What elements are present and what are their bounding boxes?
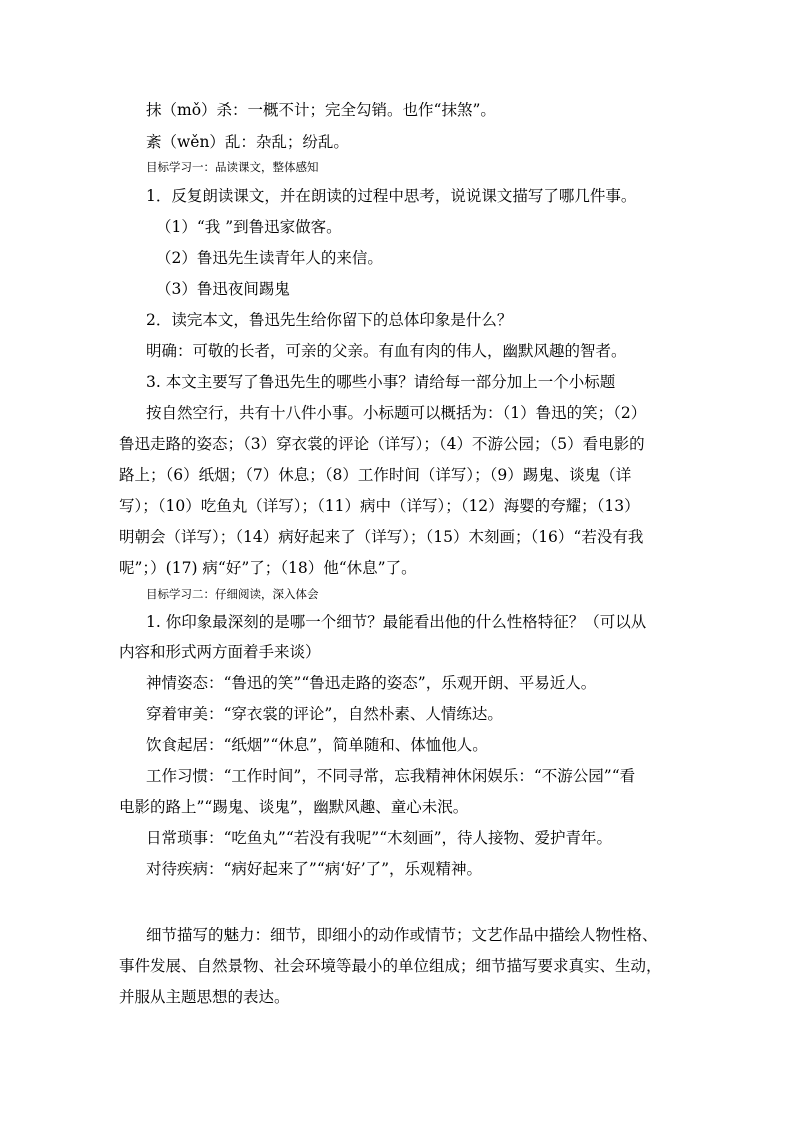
detail-daily-affairs: 日常琐事：“吃鱼丸”“若没有我呢”“木刻画”，待人接物、爱护青年。 [146,829,613,847]
answer-3-line-3: 路上；（6）纸烟；（7）休息；（8）工作时间（详写）；（9）踢鬼、谈鬼（详 [119,466,632,484]
summary-line-3: 并服从主题思想的表达。 [119,988,290,1006]
definition-wenluan: 紊（wěn）乱：杂乱；纷乱。 [146,133,349,151]
detail-daily-life: 饮食起居：“纸烟”“休息”，简单随和、体恤他人。 [146,736,488,754]
detail-clothing: 穿着审美：“穿衣裳的评论”，自然朴素、人情练达。 [146,705,503,723]
summary-line-1: 细节描写的魅力：细节，即细小的动作或情节；文艺作品中描绘人物性格、 [146,926,658,944]
detail-work-line-1: 工作习惯：“工作时间”，不同寻常，忘我精神休闲娱乐：“不游公园”“看 [146,767,636,785]
question-4-line-2: 内容和形式两方面着手来谈） [119,643,321,661]
answer-1-item-3: （3）鲁迅夜间踢鬼 [156,280,290,298]
section-heading-1: 目标学习一：品读课文，整体感知 [146,160,319,174]
detail-work-line-2: 电影的路上”“踢鬼、谈鬼”，幽默风趣、童心未泯。 [119,798,469,816]
summary-line-2: 事件发展、自然景物、社会环境等最小的单位组成；细节描写要求真实、生动， [119,957,662,975]
answer-3-line-4: 写）；（10）吃鱼丸（详写）；（11）病中（详写）；（12）海婴的夸耀；（13） [119,497,640,515]
answer-1-item-1: （1）“我 ”到鲁迅家做客。 [156,218,342,236]
definition-moshao: 抹（mǒ）杀：一概不计；完全勾销。也作“抹煞”。 [146,101,496,119]
answer-1-item-2: （2）鲁迅先生读青年人的来信。 [156,249,383,267]
question-2: 2．读完本文，鲁迅先生给你留下的总体印象是什么？ [146,311,513,329]
detail-illness: 对待疾病：“病好起来了”“病‘好’了”，乐观精神。 [146,860,483,878]
question-1: 1．反复朗读课文，并在朗读的过程中思考，说说课文描写了哪几件事。 [146,187,637,205]
detail-expression: 神情姿态：“鲁迅的笑”“鲁迅走路的姿态”，乐观开朗、平易近人。 [146,674,597,692]
section-heading-2: 目标学习二：仔细阅读，深入体会 [146,587,319,601]
answer-2: 明确：可敬的长者，可亲的父亲。有血有肉的伟人，幽默风趣的智者。 [146,342,627,360]
answer-3-line-2: 鲁迅走路的姿态；（3）穿衣裳的评论（详写）；（4）不游公园；（5）看电影的 [119,435,645,453]
answer-3-line-6: 呢”；）(17) 病“好”了；（18）他“休息”了。 [119,559,417,577]
question-3: 3. 本文主要写了鲁迅先生的哪些小事？请给每一部分加上一个小标题 [146,373,616,391]
answer-3-line-1: 按自然空行，共有十八件小事。小标题可以概括为：（1）鲁迅的笑；（2） [146,404,647,422]
answer-3-line-5: 明朝会（详写）；（14）病好起来了（详写）；（15）木刻画；（16）“若没有我 [119,528,644,546]
question-4-line-1: 1. 你印象最深刻的是哪一个细节？最能看出他的什么性格特征？（可以从 [146,613,647,631]
